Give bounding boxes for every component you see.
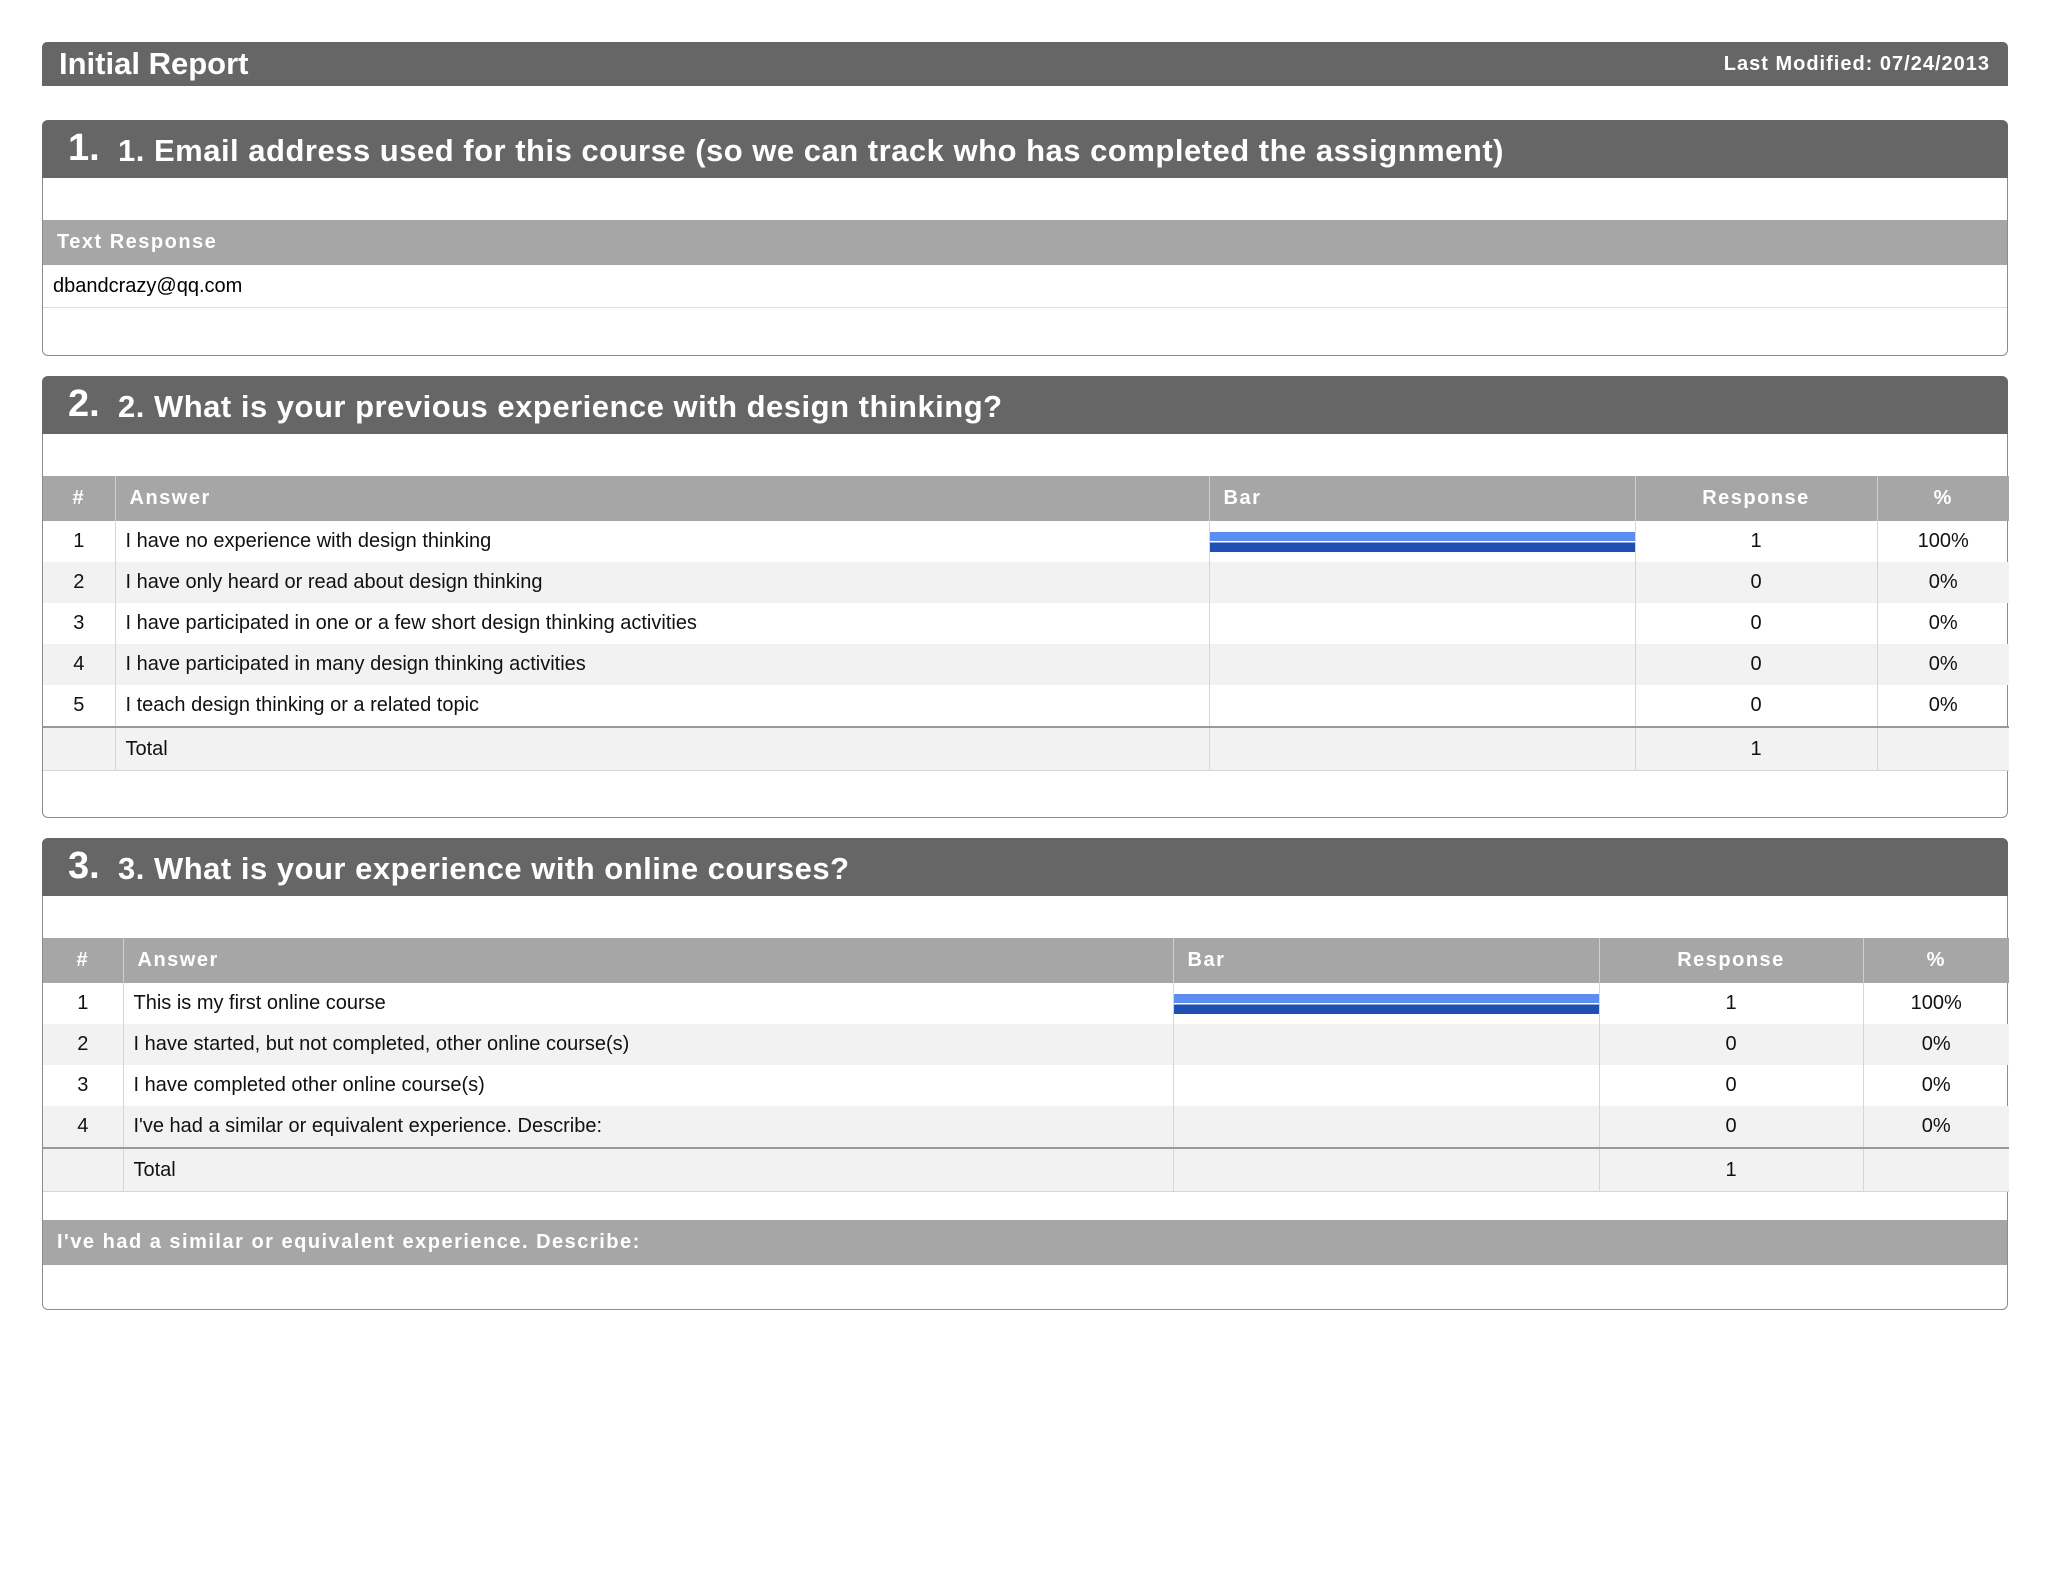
response-bar-track	[1210, 696, 1635, 716]
table-row	[43, 644, 2009, 685]
row-num: 2	[43, 1024, 123, 1065]
col-header-bar: Bar	[1173, 938, 1599, 983]
table-header-row	[43, 938, 2009, 983]
table-row	[43, 685, 2009, 727]
total-percent-cell	[1863, 1148, 2009, 1192]
row-answer: I have only heard or read about design thinking	[115, 562, 1209, 603]
total-row	[43, 727, 2009, 771]
row-answer: I have no experience with design thinking	[115, 521, 1209, 562]
row-response: 0	[1599, 1065, 1863, 1106]
response-bar-track	[1210, 655, 1635, 675]
row-bar-cell	[1209, 644, 1635, 685]
question-3-title: 3. What is your experience with online courses?	[118, 851, 850, 886]
row-answer: I teach design thinking or a related topic	[115, 685, 1209, 727]
row-num: 3	[73, 612, 85, 634]
question-2-number: 2.	[68, 383, 100, 425]
total-response: 1	[1599, 1148, 1863, 1192]
total-num-cell	[43, 727, 115, 771]
row-response: 1	[1635, 521, 1877, 562]
row-bar-cell	[1173, 983, 1599, 1024]
table-row	[43, 1065, 2009, 1106]
question-2-section	[42, 376, 2008, 818]
col-header-response: Response	[1635, 476, 1877, 521]
row-answer: I have started, but not completed, other online course(s)	[123, 1024, 1173, 1065]
col-header-answer: Answer	[115, 476, 1209, 521]
response-bar-track	[1174, 994, 1599, 1014]
spacer	[43, 178, 2007, 220]
row-bar-cell	[1173, 1065, 1599, 1106]
row-answer: I have completed other online course(s)	[123, 1065, 1173, 1106]
response-bar-track	[1210, 614, 1635, 634]
spacer	[43, 896, 2007, 938]
text-response-item: dbandcrazy@qq.com	[43, 265, 2007, 308]
question-3-section	[42, 838, 2008, 1310]
response-bar-track	[1174, 1035, 1599, 1055]
report-header	[42, 42, 2008, 86]
table-row	[43, 521, 2009, 562]
row-num: 1	[77, 992, 89, 1014]
row-bar-cell	[1209, 521, 1635, 562]
row-percent: 0%	[1877, 685, 2009, 727]
followup-response-header: I've had a similar or equivalent experience. Describe:	[43, 1220, 2007, 1265]
row-response: 0	[1635, 603, 1877, 644]
col-header-percent: %	[1877, 476, 2009, 521]
question-1-title: 1. Email address used for this course (so we can track who has completed the assignment)	[118, 133, 1505, 168]
col-header-response: Response	[1599, 938, 1863, 983]
row-percent: 0%	[1877, 603, 2009, 644]
row-bar-cell	[1209, 562, 1635, 603]
table-row	[43, 1106, 2009, 1148]
row-response: 0	[1599, 1024, 1863, 1065]
row-num: 3	[77, 1074, 89, 1096]
table-header-row	[43, 476, 2009, 521]
question-3-results-table	[43, 938, 2009, 1192]
row-bar-cell	[1209, 685, 1635, 727]
row-percent: 0%	[1877, 644, 2009, 685]
question-2-title: 2. What is your previous experience with design thinking?	[118, 389, 1003, 424]
last-modified-date: 07/24/2013	[1879, 53, 1990, 75]
question-2-results-table	[43, 476, 2009, 771]
question-1-section	[42, 120, 2008, 356]
response-bar-track	[1210, 573, 1635, 593]
row-bar-cell	[1173, 1024, 1599, 1065]
row-response: 0	[1635, 685, 1877, 727]
total-label: Total	[123, 1148, 1173, 1192]
response-bar-track	[1174, 1117, 1599, 1137]
row-bar-cell	[1173, 1106, 1599, 1148]
row-percent: 100%	[1877, 521, 2009, 562]
row-percent: 0%	[1863, 1024, 2009, 1065]
row-num: 2	[43, 562, 115, 603]
row-num: 1	[73, 530, 85, 552]
question-1-number: 1.	[68, 127, 100, 169]
response-bar	[1210, 532, 1635, 552]
question-1-header	[42, 120, 2008, 178]
table-row	[43, 562, 2009, 603]
col-header-percent: %	[1863, 938, 2009, 983]
row-percent: 100%	[1863, 983, 2009, 1024]
response-bar-track	[1210, 532, 1635, 552]
spacer	[43, 1192, 2007, 1220]
text-response-header: Text Response	[43, 220, 2007, 265]
total-response: 1	[1635, 727, 1877, 771]
report-title: Initial Report	[59, 46, 249, 81]
question-3-number: 3.	[68, 845, 100, 887]
total-bar-cell	[1173, 1148, 1599, 1192]
total-bar-cell	[1209, 727, 1635, 771]
row-response: 0	[1599, 1106, 1863, 1148]
question-2-header	[42, 376, 2008, 434]
response-bar-track	[1174, 1076, 1599, 1096]
row-percent: 0%	[1877, 562, 2009, 603]
row-response: 0	[1635, 644, 1877, 685]
row-answer: I have participated in one or a few short design thinking activities	[115, 603, 1209, 644]
total-num-cell	[43, 1148, 123, 1192]
col-header-num: #	[43, 938, 123, 983]
table-row	[43, 1024, 2009, 1065]
total-percent-cell	[1877, 727, 2009, 771]
row-num: 4	[43, 644, 115, 685]
row-answer: This is my first online course	[123, 983, 1173, 1024]
total-label: Total	[115, 727, 1209, 771]
response-bar	[1174, 994, 1599, 1014]
question-3-header	[42, 838, 2008, 896]
row-bar-cell	[1209, 603, 1635, 644]
table-row	[43, 983, 2009, 1024]
row-percent: 0%	[1863, 1065, 2009, 1106]
row-num: 4	[43, 1106, 123, 1148]
row-answer: I have participated in many design thinking activities	[115, 644, 1209, 685]
col-header-num: #	[43, 476, 115, 521]
row-response: 0	[1635, 562, 1877, 603]
row-response: 1	[1599, 983, 1863, 1024]
total-row	[43, 1148, 2009, 1192]
last-modified	[1724, 52, 1990, 76]
row-num: 5	[73, 694, 85, 716]
row-percent: 0%	[1863, 1106, 2009, 1148]
spacer	[43, 434, 2007, 476]
col-header-answer: Answer	[123, 938, 1173, 983]
row-answer: I've had a similar or equivalent experience. Describe:	[123, 1106, 1173, 1148]
col-header-bar: Bar	[1209, 476, 1635, 521]
table-row	[43, 603, 2009, 644]
last-modified-label: Last Modified:	[1723, 53, 1874, 75]
